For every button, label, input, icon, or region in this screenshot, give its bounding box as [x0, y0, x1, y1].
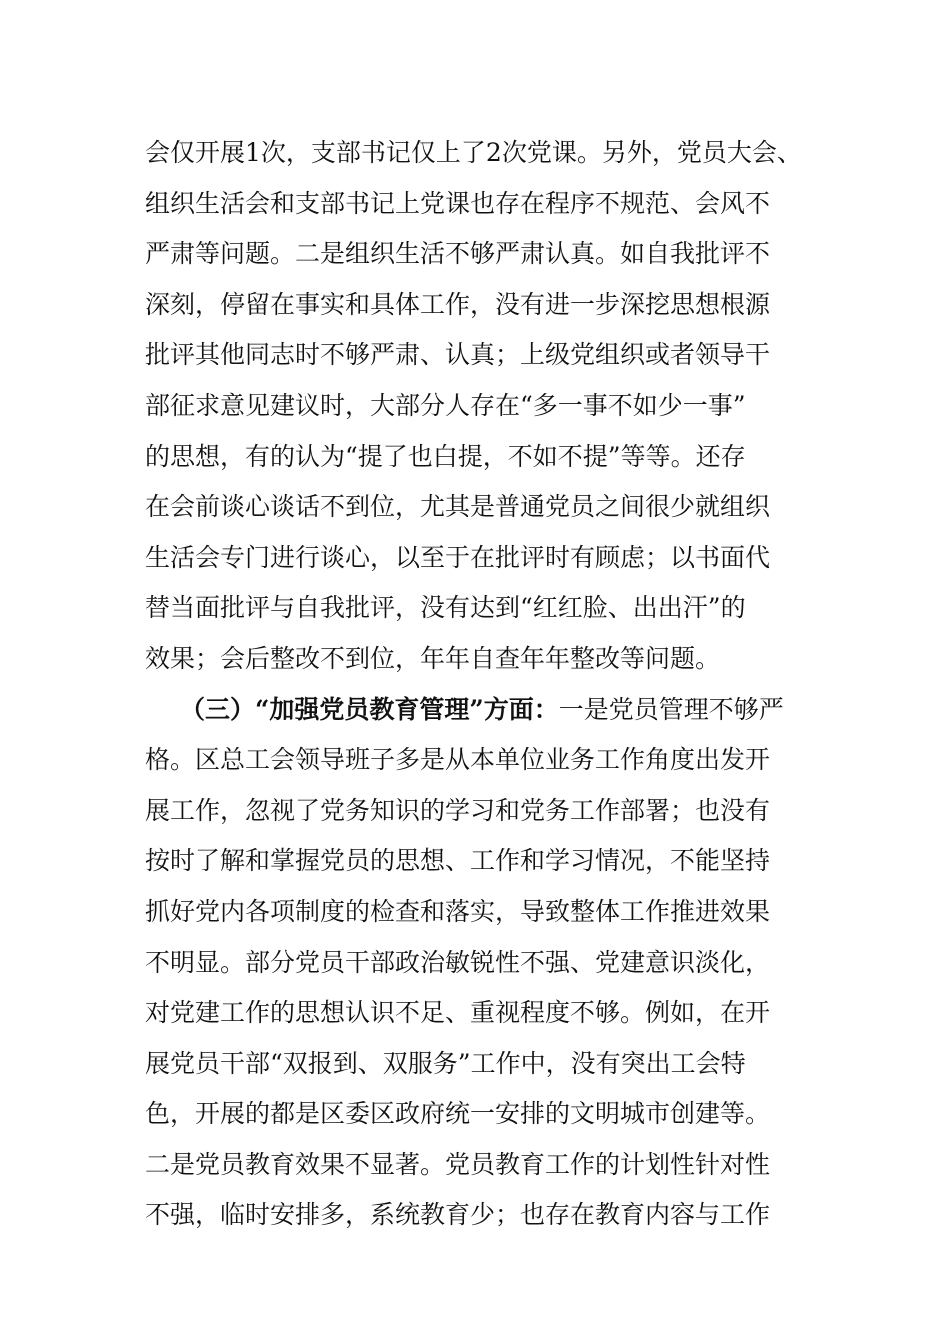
- section-3-first-line-text: 一是党员管理不够严: [558, 694, 784, 724]
- text-line: 按时了解和掌握党员的思想、工作和学习情况，不能坚持: [145, 846, 771, 876]
- text-line: 色，开展的都是区委区政府统一安排的文明城市创建等。: [145, 1099, 771, 1129]
- text-line: 组织生活会和支部书记上党课也存在程序不规范、会风不: [145, 188, 771, 218]
- text-line: 效果；会后整改不到位，年年自查年年整改等问题。: [145, 643, 721, 673]
- section-3-heading: （三）“加强党员教育管理”方面：: [180, 694, 559, 724]
- text-line: 二是党员教育效果不显著。党员教育工作的计划性针对性: [145, 1149, 771, 1179]
- text-line: 展工作，忽视了党务知识的学习和党务工作部署；也没有: [145, 795, 771, 825]
- section-3-first-line: [145, 685, 810, 736]
- text-line: 对党建工作的思想认识不足、重视程度不够。例如，在开: [145, 998, 771, 1028]
- text-line: 展党员干部“双报到、双服务”工作中，没有突出工会特: [145, 1048, 746, 1078]
- text-line: 不强，临时安排多，系统教育少；也存在教育内容与工作: [145, 1200, 771, 1230]
- text-line: 格。区总工会领导班子多是从本单位业务工作角度出发开: [145, 745, 771, 775]
- text-line: 替当面批评与自我批评，没有达到“红红脸、出出汗”的: [145, 593, 746, 623]
- text-line: 抓好党内各项制度的检查和落实，导致整体工作推进效果: [145, 896, 771, 926]
- text-line: 在会前谈心谈话不到位，尤其是普通党员之间很少就组织: [145, 492, 771, 522]
- text-line: 部征求意见建议时，大部分人存在“多一事不如少一事”: [145, 390, 746, 420]
- text-line: 严肃等问题。二是组织生活不够严肃认真。如自我批评不: [145, 239, 771, 269]
- text-line: 批评其他同志时不够严肃、认真；上级党组织或者领导干: [145, 340, 771, 370]
- text-line: 的思想，有的认为“提了也白提，不如不提”等等。还存: [145, 441, 746, 471]
- text-line: 生活会专门进行谈心，以至于在批评时有顾虑；以书面代: [145, 542, 771, 572]
- text-line: 会仅开展1次，支部书记仅上了2次党课。另外，党员大会、: [145, 138, 802, 167]
- document-body: [145, 128, 810, 1241]
- text-line: 不明显。部分党员干部政治敏锐性不强、党建意识淡化，: [145, 947, 771, 977]
- text-line: 深刻，停留在事实和具体工作，没有进一步深挖思想根源: [145, 289, 771, 319]
